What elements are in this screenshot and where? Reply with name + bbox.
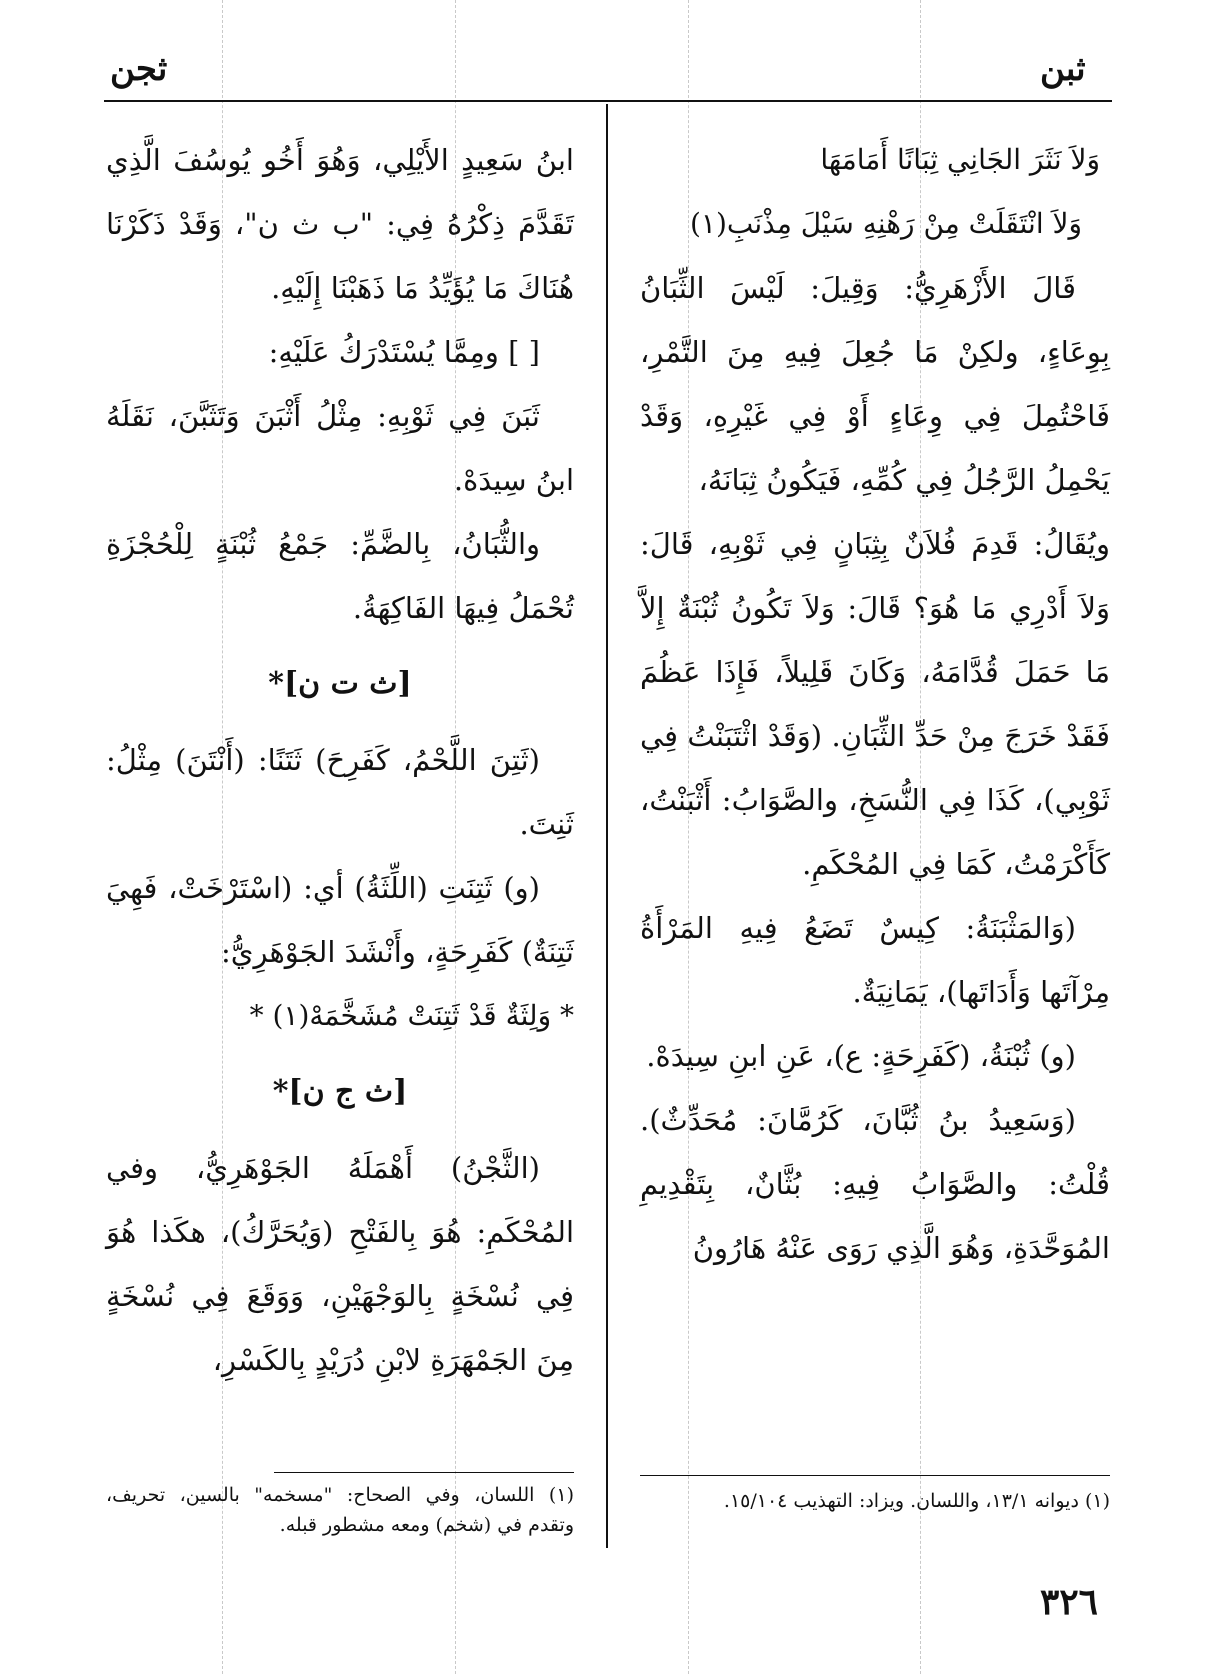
left-column [106, 128, 574, 1392]
paragraph: ابنُ سَعِيدٍ الأَيْلِي، وَهُوَ أَخُو يُوسُفَ الَّذِي تَقَدَّمَ ذِكْرُهُ فِي: "ب ث ن"، وَقَدْ ذَكَرْنَا هُنَاكَ مَا يُؤَيِّدُ مَا ذَهَبْنَا إِلَيْهِ. [106, 143, 574, 305]
header-rule [104, 100, 1112, 102]
paragraph: ثَبَنَ فِي ثَوْبِهِ: مِثْلُ أَثْبَنَ وَتَثَبَّنَ، نَقَلَهُ ابنُ سِيدَهْ. [106, 399, 574, 497]
page-number: ٣٢٦ [1040, 1581, 1099, 1623]
paragraph: (و) ثُبْنَةُ، (كَفَرِحَةٍ: ع)، عَنِ ابنِ سِيدَهْ. [646, 1039, 1076, 1073]
footnote: (١) اللسان، وفي الصحاح: "مسخمه" بالسين، تحريف، وتقدم في (شخم) ومعه مشطور قبله. [106, 1484, 574, 1536]
verse-line: * وَلِثَةٌ قَدْ ثَتِنَتْ مُشَخَّمَهْ(١) * [249, 999, 574, 1032]
paragraph: (وَسَعِيدُ بنُ ثُبَّانَ، كَرُمَّانَ: مُحَدِّثٌ). قُلْتُ: والصَّوَابُ فِيهِ: بُثَّانٌ، بِتَقْدِيمِ المُوَحَّدَةِ، وَهُوَ الَّذِي رَوَى عَنْهُ هَارُونُ [640, 1103, 1110, 1265]
right-column [640, 128, 1110, 1280]
running-head-left: ثجن [110, 49, 168, 89]
paragraph: والثُّبَانُ، بِالضَّمِّ: جَمْعُ ثُبْنَةٍ لِلْحُجْزَةِ تُحْمَلُ فِيهَا الفَاكِهَةُ. [106, 527, 574, 625]
paragraph: (وَالمَثْبَنَةُ: كِيسٌ تَضَعُ فِيهِ المَرْأَةُ مِرْآتَها وَأَدَاتَها)، يَمَانِيَةٌ. [640, 911, 1110, 1009]
verse-line: وَلاَ نَثَرَ الجَانِي ثِبَانًا أَمَامَهَا [820, 143, 1100, 176]
paragraph: [ ] ومِمَّا يُسْتَدْرَكُ عَلَيْهِ: [268, 335, 540, 369]
paragraph: (و) ثَتِنَتِ (اللِّثَةُ) أي: (اسْتَرْخَتْ، فَهِيَ ثَتِنَةٌ) كَفَرِحَةٍ، وأَنْشَدَ الجَوْهَرِيُّ: [106, 871, 574, 969]
column-divider [606, 104, 608, 1548]
paragraph: (الثَّجْنُ) أَهْمَلَهُ الجَوْهَرِيُّ، وفي المُحْكَمِ: هُوَ بِالفَتْحِ (وَيُحَرَّكُ)، هكَذا هُوَ فِي نُسْخَةٍ بِالوَجْهَيْنِ، وَوَقَعَ فِي نُسْخَةٍ مِنَ الجَمْهَرَةِ لابْنِ دُرَيْدٍ بِالكَسْرِ، [106, 1151, 574, 1377]
running-head-right: ثبن [1040, 49, 1086, 89]
paragraph: ويُقَالُ: قَدِمَ فُلاَنٌ بِثِبَانٍ فِي ثَوْبِهِ، قَالَ: وَلاَ أَدْرِي مَا هُوَ؟ قَالَ: وَلاَ تَكُونُ ثُبْنَةٌ إِلاَّ مَا حَمَلَ قُدَّامَهُ، وَكَانَ قَلِيلاً، فَإِذَا عَظُمَ فَقَدْ خَرَجَ مِنْ حَدِّ الثِّبَانِ. (وَقَدْ اثْتَبَنْتُ فِي ثَوْبِي)، كَذَا فِي النُّسَخِ، والصَّوَابُ: أَثْبَنْتُ، كَأَكْرَمْتُ، كَمَا فِي المُحْكَمِ. [640, 527, 1110, 881]
entry-heading: [ث ت ن]* [268, 666, 412, 701]
footnote-rule [640, 1475, 1110, 1476]
footnote: (١) ديوانه ١٣/١، واللسان. ويزاد: التهذيب ١٥/١٠٤. [723, 1490, 1110, 1512]
entry-heading: [ث ج ن]* [272, 1074, 408, 1109]
verse-line: وَلاَ انْتَقَلَتْ مِنْ رَهْنِهِ سَيْلَ مِذْنَبِ(١) [689, 207, 1082, 240]
footnote-rule [274, 1472, 574, 1473]
paragraph: قَالَ الأَزْهَرِيُّ: وَقِيلَ: لَيْسَ الثِّبَانُ بِوِعَاءٍ، ولكِنْ مَا جُعِلَ فِيهِ مِنَ التَّمْرِ، فَاحْتُمِلَ فِي وِعَاءٍ أَوْ فِي غَيْرِهِ، وَقَدْ يَحْمِلُ الرَّجُلُ فِي كُمِّهِ، فَيَكُونُ ثِبَانَهُ، [640, 271, 1110, 497]
paragraph: (ثَتِنَ اللَّحْمُ، كَفَرِحَ) ثَتَنًا: (أَنْتَنَ) مِثْلُ: ثَنِتَ. [106, 743, 574, 841]
